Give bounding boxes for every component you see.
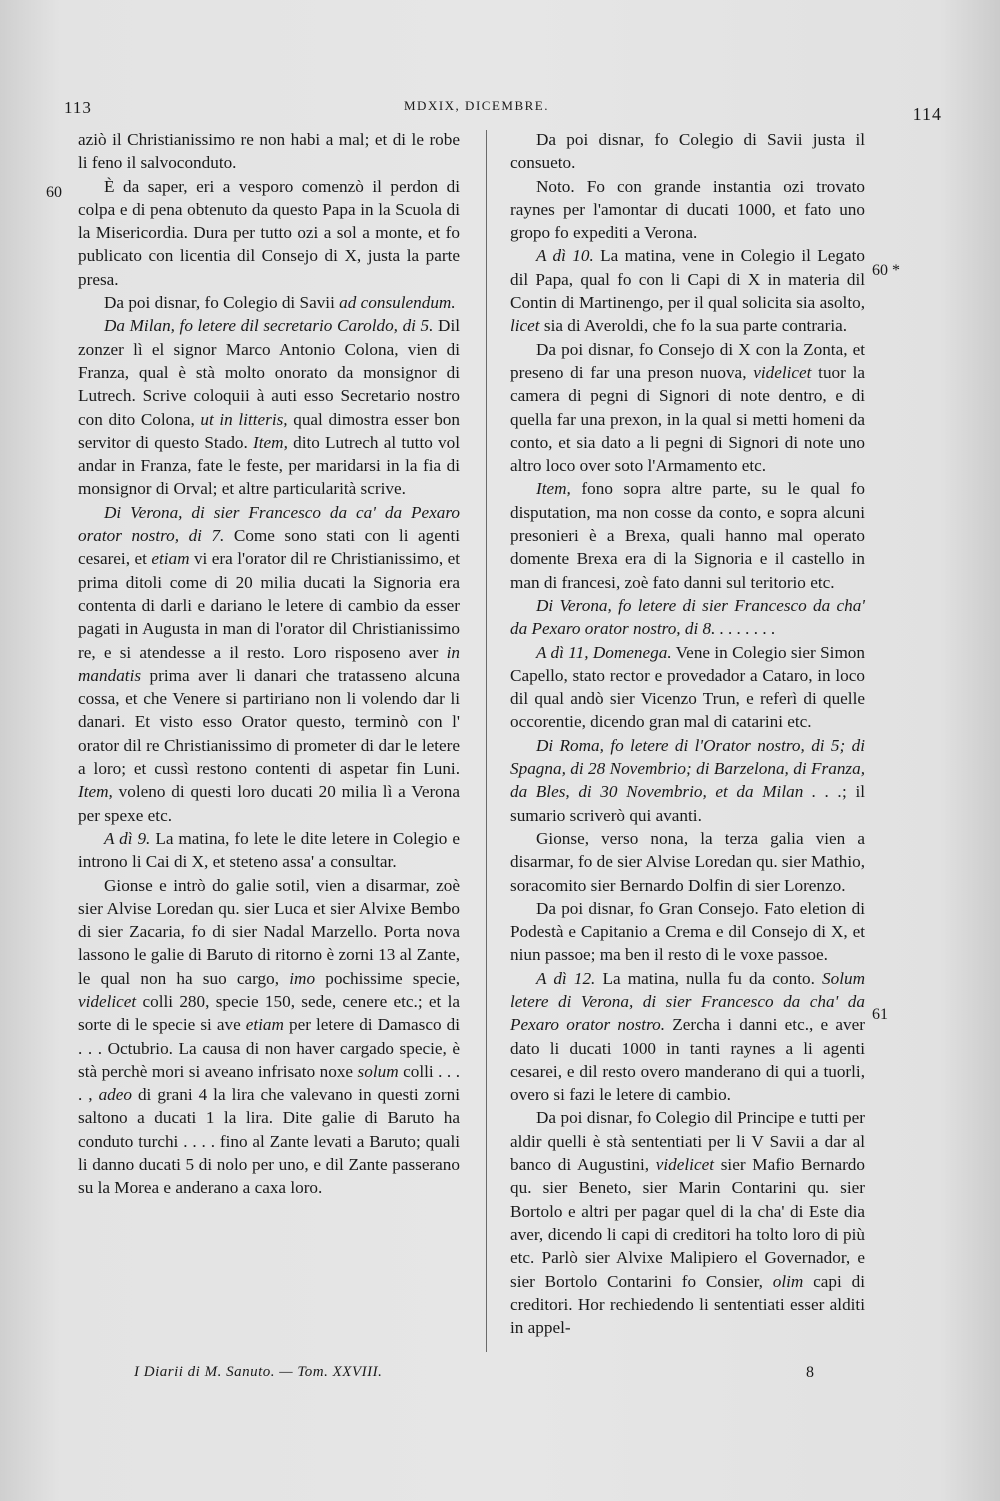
italic-text: Item, <box>536 479 571 499</box>
text-run: qual dimostra esser bon servitor di questo Stado. <box>78 409 460 452</box>
margin-note-right-61: 61 <box>872 1006 888 1023</box>
text-run: vi era l'orator dil re Christianissimo, et prima ditoli come di 20 milia ducati la Signoria era contenta di darli e dariano le letere di cambio da esser pagati in Augusta in man di l'orator dil Christianissimo re, e si atendesse a il resto. Loro risposeno aver <box>78 549 461 662</box>
text-run: capi di creditori. Hor rechiedendo li sententiati esser alditi in appel- <box>510 1271 865 1338</box>
right-page-number: 114 <box>912 104 942 124</box>
italic-text: A dì 10. <box>536 246 594 266</box>
paragraph <box>510 594 865 641</box>
text-run: Da poi disnar, fo Colegio dil Principe e tutti per aldir quelli è stà sententiati per li V Savii a dar al banco di Augustini, <box>510 1108 865 1175</box>
text-run: La matina, nulla fu da conto. <box>595 968 823 988</box>
italic-text: ut in litteris, <box>200 409 288 429</box>
paragraph <box>510 641 865 734</box>
paragraph <box>78 128 460 175</box>
signature-mark: 8 <box>806 1364 814 1381</box>
paragraph <box>78 175 460 291</box>
right-column <box>510 128 865 1339</box>
text-run: di grani 4 la lira che valevano in questi zorni saltono a ducati 1 la lira. Dite galie di Baruto ha conduto turchi . . . . fino al Zante levati a Baruto; quali li danno ducati 5 di nolo per uno, e dil Zante passerano su la Morea e anderano a caxa loro. <box>78 1085 460 1198</box>
text-run: prima aver li danari che tratasseno alcuna cossa, et che Venere si partiriano non li volendo dar li danari. Et visto esso Orator questo, terminò con l' orator dil re Christianissimo di prometer di dar le letere a loro; et cussì restono contenti di aspetar fin Luni. <box>78 665 460 779</box>
text-run: Dil zonzer lì el signor Marco Antonio Colona, vien di Franza, qual è stà molto onorato da monsignor di Lutrech. Scrive coloquii à auti esso Secretario nostro con dito Colona, <box>78 316 460 429</box>
text-run: Da poi disnar, fo Colegio di Savii justa il consueto. <box>510 130 865 173</box>
italic-text: videlicet <box>655 1155 714 1175</box>
text-run: voleno di questi loro ducati 20 milia lì a Verona per spexe etc. <box>78 782 460 825</box>
italic-text: A dì 12. <box>536 968 596 988</box>
text-run: per letere di Damasco di . . . Octubrio. La causa di non haver cargado specie, è stà perchè mori si aveano infrisato noxe <box>78 1015 460 1081</box>
paragraph <box>510 338 865 478</box>
italic-text: Da Milan, fo letere dil secretario Caroldo, di 5. <box>104 316 434 336</box>
text-run: colli . . . . , <box>78 1061 460 1105</box>
text-run: sier Mafio Bernardo qu. sier Beneto, sier Marin Contarini qu. sier Bortolo e altri per pagar quel di la cha' di Este dia aver, dicendo li capi di creditori ha tolto loro di più etc. Parlò sier Alvixe Malipiero el Governador, e sier Bortolo Contarini fo Consier, <box>510 1155 865 1291</box>
paragraph <box>510 244 865 337</box>
paragraph <box>510 1106 865 1339</box>
text-run: colli 280, specie 150, sede, cenere etc.; et la sorte di le specie si ave <box>78 991 460 1035</box>
italic-text: imo <box>289 968 316 988</box>
text-run: Gionse, verso nona, la terza galia vien a disarmar, fo de sier Alvise Loredan qu. sier Mathio, soracomito sier Bernardo Dolfin di sier Lorenzo. <box>510 828 865 895</box>
text-run: Da poi disnar, fo Consejo di X con la Zonta, et preseno di far una preson nuova, <box>510 339 865 382</box>
paragraph <box>510 967 865 1107</box>
margin-note-right-60: 60 * <box>872 262 900 279</box>
paragraph <box>78 291 460 314</box>
paragraph <box>510 897 865 967</box>
margin-note-left-60: 60 <box>46 184 62 201</box>
text-run: Da poi disnar, fo Gran Consejo. Fato eletion di Podestà e Capitanio a Crema e dil Consejo di X, et niun passoe; ma ben il resto di le voxe passoe. <box>510 898 865 965</box>
italic-text: A dì 11, Domenega. <box>536 642 672 662</box>
text-run: È da saper, eri a vesporo comenzò il perdon di colpa e di pena obtenuto da questo Papa in la Scuola di la Misericordia. Dura per tutto ozi a sol a monte, et fo publicato con licentia dil Consejo di X, justa la parte presa. <box>78 176 460 289</box>
italic-text: licet <box>510 316 540 336</box>
running-title: MDXIX, DICEMBRE. <box>404 98 549 113</box>
italic-text: olim <box>772 1271 804 1291</box>
italic-text: ad consulendum. <box>339 293 456 313</box>
text-run: La matina, vene in Colegio il Legato dil Papa, qual fo con li Capi di X in materia dil Contin di Martinengo, per il qual solicita sia asolto, <box>510 246 865 313</box>
footer-citation: I Diarii di M. Sanuto. — Tom. XXVIII. <box>134 1364 383 1380</box>
left-page-number: 113 <box>64 98 92 117</box>
italic-text: solum <box>357 1061 399 1081</box>
text-run: Zercha i danni etc., e aver dato li ducati 1000 in tanti raynes a li agenti cesarei, e dil resto overo manderano di qui a tuorli, overo si fazi le letere di cambio. <box>510 1015 865 1105</box>
paragraph <box>78 314 460 500</box>
text-run: Noto. Fo con grande instantia ozi trovato raynes per l'amontar di ducati 1000, et fato uno gropo fo expediti a Verona. <box>510 176 865 243</box>
text-run: Gionse e intrò do galie sotil, vien a disarmar, zoè sier Alvise Loredan qu. sier Luca et sier Alvixe Bembo di sier Zacaria, fo di sier Nadal Marzello. Porta nova lassono le galie di Baruto di ritorno è zorni 13 al Zante, le qual non ha suo cargo, <box>78 875 460 988</box>
text-run: fono sopra altre parte, su le qual fo disputation, ma non cosse da conto, e sopra alcuni presonieri è a Brexa, quali hanno mal operato domente Brexa era di la Signoria e il castello in man di francesi, zoè fato danni sul teritorio etc. <box>510 479 865 592</box>
italic-text: videlicet <box>78 991 137 1011</box>
italic-text: etiam <box>245 1015 284 1035</box>
text-run: aziò il Christianissimo re non habi a mal; et di le robe li feno il salvoconduto. <box>78 130 460 173</box>
column-divider <box>486 130 487 1352</box>
italic-text: Di Roma, fo letere di l'Orator nostro, di 5; di Spagna, di 28 Novembrio; di Barzelona, di Franza, da Bles, di 30 Novembrio, et da Milan . . . <box>510 735 865 802</box>
italic-text: adeo <box>98 1085 132 1105</box>
text-run: sia di Averoldi, che fo la sua parte contraria. <box>539 316 848 336</box>
text-run: Come sono stati con li agenti cesarei, et <box>78 526 460 569</box>
text-run: dito Lutrech al tutto vol andar in Franza, fate le feste, per maridarsi in la fia di monsignor di Orval; et altre particularità scrive. <box>78 432 461 499</box>
italic-text: videlicet <box>753 362 812 382</box>
text-run: pochissime specie, <box>315 968 461 988</box>
italic-text: in mandatis <box>78 642 460 685</box>
paragraph <box>510 128 865 175</box>
text-run: Da poi disnar, fo Colegio di Savii <box>104 293 340 313</box>
italic-text: Item, <box>78 782 113 802</box>
paragraph <box>510 175 865 245</box>
paragraph <box>78 827 460 874</box>
text-run: ; il sumario scriverò qui avanti. <box>510 782 865 825</box>
italic-text: etiam <box>151 549 190 569</box>
paragraph <box>78 874 460 1200</box>
text-run: La matina, fo lete le dite letere in Colegio e introno li Cai di X, et steteno assa' a consultar. <box>78 828 460 872</box>
paragraph <box>510 734 865 827</box>
paragraph <box>78 501 460 827</box>
italic-text: Item, <box>253 432 288 452</box>
paragraph <box>510 477 865 593</box>
text-run: Vene in Colegio sier Simon Capello, stato rector e provedador a Cataro, in loco dil qual andò sier Vicenzo Trun, e referì di quelle occorentie, dicendo gran mal di catarini etc. <box>510 642 865 732</box>
italic-text: Di Verona, di sier Francesco da ca' da Pexaro orator nostro, di 7. <box>78 502 460 546</box>
paragraph <box>510 827 865 897</box>
text-run: tuor la camera di pegni di Signori di note dentro, e di quella far una prexon, in la qual si metti homeni da conto, et sia dato a li pegni di Signori di note uno altro loco over soto l'Armamento etc. <box>510 362 865 476</box>
italic-text: Di Verona, fo letere di sier Francesco da cha' da Pexaro orator nostro, di 8. . . . . . . . <box>510 595 865 639</box>
italic-text: Solum letere di Verona, di sier Francesco da cha' da Pexaro orator nostro. <box>510 968 865 1035</box>
italic-text: A dì 9. <box>104 828 151 848</box>
left-column <box>78 128 460 1200</box>
